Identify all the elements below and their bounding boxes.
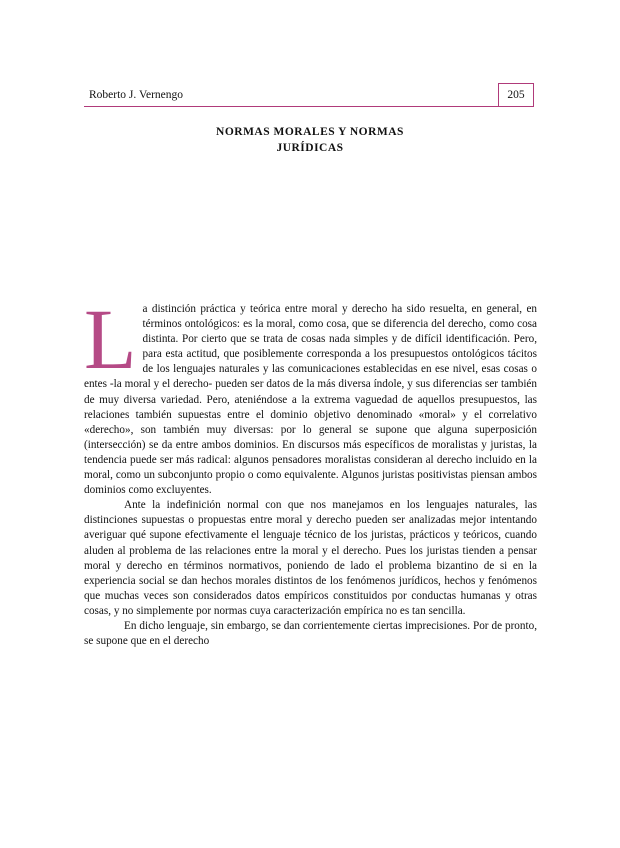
- page-number: 205: [498, 83, 534, 107]
- drop-cap: L: [84, 291, 137, 387]
- paragraph-1-text: a distinción práctica y teórica entre moral y derecho ha sido resuelta, en general, en términos ontológicos: es la moral, como cosa, que se diferencia del derecho, como cosa distinta. Por cierto que se trata de cosas nada simples y de difícil identificación. Pero, para esta actitud, que posiblemente corresponda a los presupuestos ontológicos tácitos de los lenguajes naturales y las comunicaciones establecidas en ese nivel, esas cosas o entes -la moral y el derecho- pueden ser datos de la más diversa índole, y sus diferencias ser también de muy diversa variedad. Pero, ateniéndose a la extrema vaguedad de aquellos presupuestos, las relaciones también supuestas entre el dominio objetivo denominado «moral» y el correlativo «derecho», son también muy diversas: por lo general se supone que alguna superposición (intersección) se da entre ambos dominios. En discursos más específicos de moralistas y juristas, la tendencia puede ser más radical: algunos pensadores moralistas consideran al derecho incluido en la moral, como un subconjunto propio o como equivalente. Algunos juristas positivistas piensan ambos dominios como excluyentes.: [84, 303, 537, 497]
- paragraph-1: [84, 291, 537, 498]
- title-line-2: JURÍDICAS: [276, 142, 344, 154]
- header-rule: [84, 106, 498, 107]
- title-line-1: NORMAS MORALES Y NORMAS: [216, 126, 404, 138]
- article-title: [0, 124, 620, 156]
- paragraph-2: Ante la indefinición normal con que nos manejamos en los lenguajes naturales, las distinciones supuestas o propuestas entre moral y derecho pueden ser analizadas mejor intentando averiguar qué supone efectivamente el lenguaje técnico de los juristas, prácticos y teóricos, cuando aluden al problema de las relaciones entre la moral y el derecho. Pues los juristas tienden a pensar moral y derecho en términos normativos, poniendo de lado el problema bizantino de si en la experiencia social se dan hechos morales distintos de los fenómenos jurídicos, hechos y fenómenos que muchas veces son considerados datos empíricos constituidos por conductas humanas y otras cosas, y no simplemente por normas cuya caracterización empírica no es tan sencilla.: [84, 499, 537, 617]
- running-header: [84, 83, 534, 107]
- author-name: Roberto J. Vernengo: [89, 89, 184, 101]
- article-body: [84, 291, 537, 649]
- paragraph-3: En dicho lenguaje, sin embargo, se dan corrientemente ciertas imprecisiones. Por de pronto, se supone que en el derecho: [84, 619, 537, 648]
